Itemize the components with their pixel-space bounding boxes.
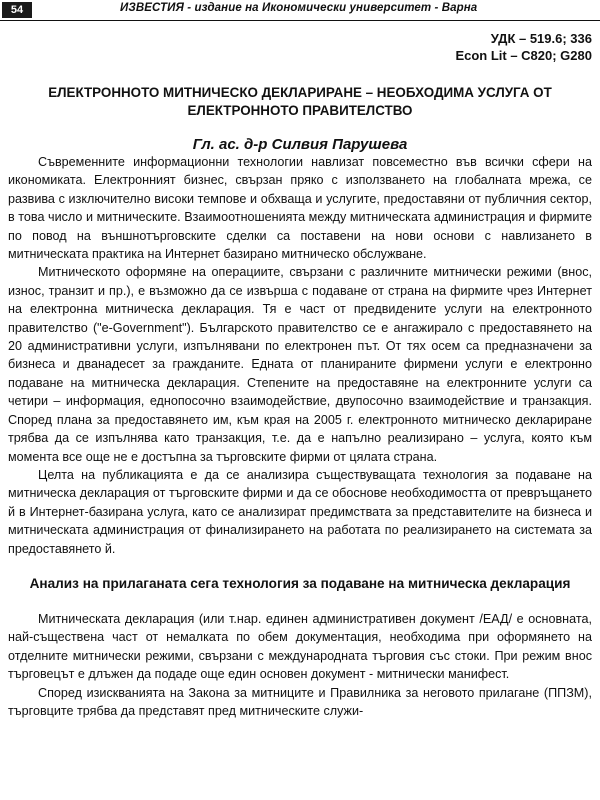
paragraph: Според изискванията на Закона за митниците и Правилника за неговото прилагане (ППЗМ), търговците трябва да представят пред митническите служи- [8,685,592,718]
udk-code: УДК – 519.6; 336 [490,31,592,46]
article-title: ЕЛЕКТРОННОТО МИТНИЧЕСКО ДЕКЛАРИРАНЕ – НЕОБХОДИМА УСЛУГА ОТ ЕЛЕКТРОННОТО ПРАВИТЕЛСТВО [48,85,552,118]
running-header [0,0,600,21]
paragraph: Митническото оформяне на операциите, свързани с различните митнически режими (внос, износ, транзит и пр.), е възможно да се извърша с подаване от страна на фирмите чрез Интернет на електронна митническа декларация. Тя е част от предвидените услуги на електронното правителство ("e-Government"). Българското правителство се е ангажирало с предоставянето на 20 административни услуги, изпълнявани по електронен път. От тях осем са предназначени за бизнеса и дванадесет за гражданите. Едната от планираните фирмени услуги е електронно подаване на митническа декларация. Степените на предоставяне на електронните услуги са четири – информация, еднопосочно взаимодействие, двупосочно взаимодействие и транзакция. Според плана за предоставянето им, към края на 2005 г. електронното митническо деклариране трябва да се изпълнява като транзакция, т.е. да е напълно реализирано – услуга, която към момента все още не е достъпна за търговските фирми от цялата страна. [8,265,592,464]
paragraph: Целта на публикацията е да се анализира съществуващата технология за подаване на митническа декларация от търговските фирми и да се обоснове необходимостта от превръщането й в Интернет-базирана услуга, като се анализират предимствата за представителите на бизнеса и митническата администрация от финализирането на работата по реализирането на системата за предоставянето й. [8,467,592,556]
article-author: Гл. ас. д-р Силвия Парушева [192,136,408,153]
econlit-code: Econ Lit – C820; G280 [455,48,592,63]
journal-title: ИЗВЕСТИЯ - издание на Икономически университет - Варна [120,2,478,14]
page-number: 54 [2,2,32,18]
paragraph: Митническата декларация (или т.нар. единен административен документ /ЕАД/ е основната, най-съществена част от немалката по обем документация, необходима при оформянето на отделните митнически режими, свързани с международната търговия със стоки. При режим внос търговецът е длъжен да подаде още един основен документ - митнически манифест. [8,611,592,682]
classification-codes [455,30,592,64]
paragraph: Съвременните информационни технологии навлизат повсеместно във всички сфери на икономиката. Електронният бизнес, свързан пряко с използването на глобалната мрежа, се развива с изключително високи темпове и обхваща и услугите, предоставяни от публичния сектор, в това число и митническите. Взаимоотношенията между митническата администрация и фирмите по повод на външнотърговските сделки са поставени на нови основи с навлизането в митническата практика на Интернет базирано митническо обслужване. [8,155,592,262]
section-heading: Анализ на прилаганата сега технология за подаване на митническа декларация [29,575,571,591]
article-body [8,153,592,720]
